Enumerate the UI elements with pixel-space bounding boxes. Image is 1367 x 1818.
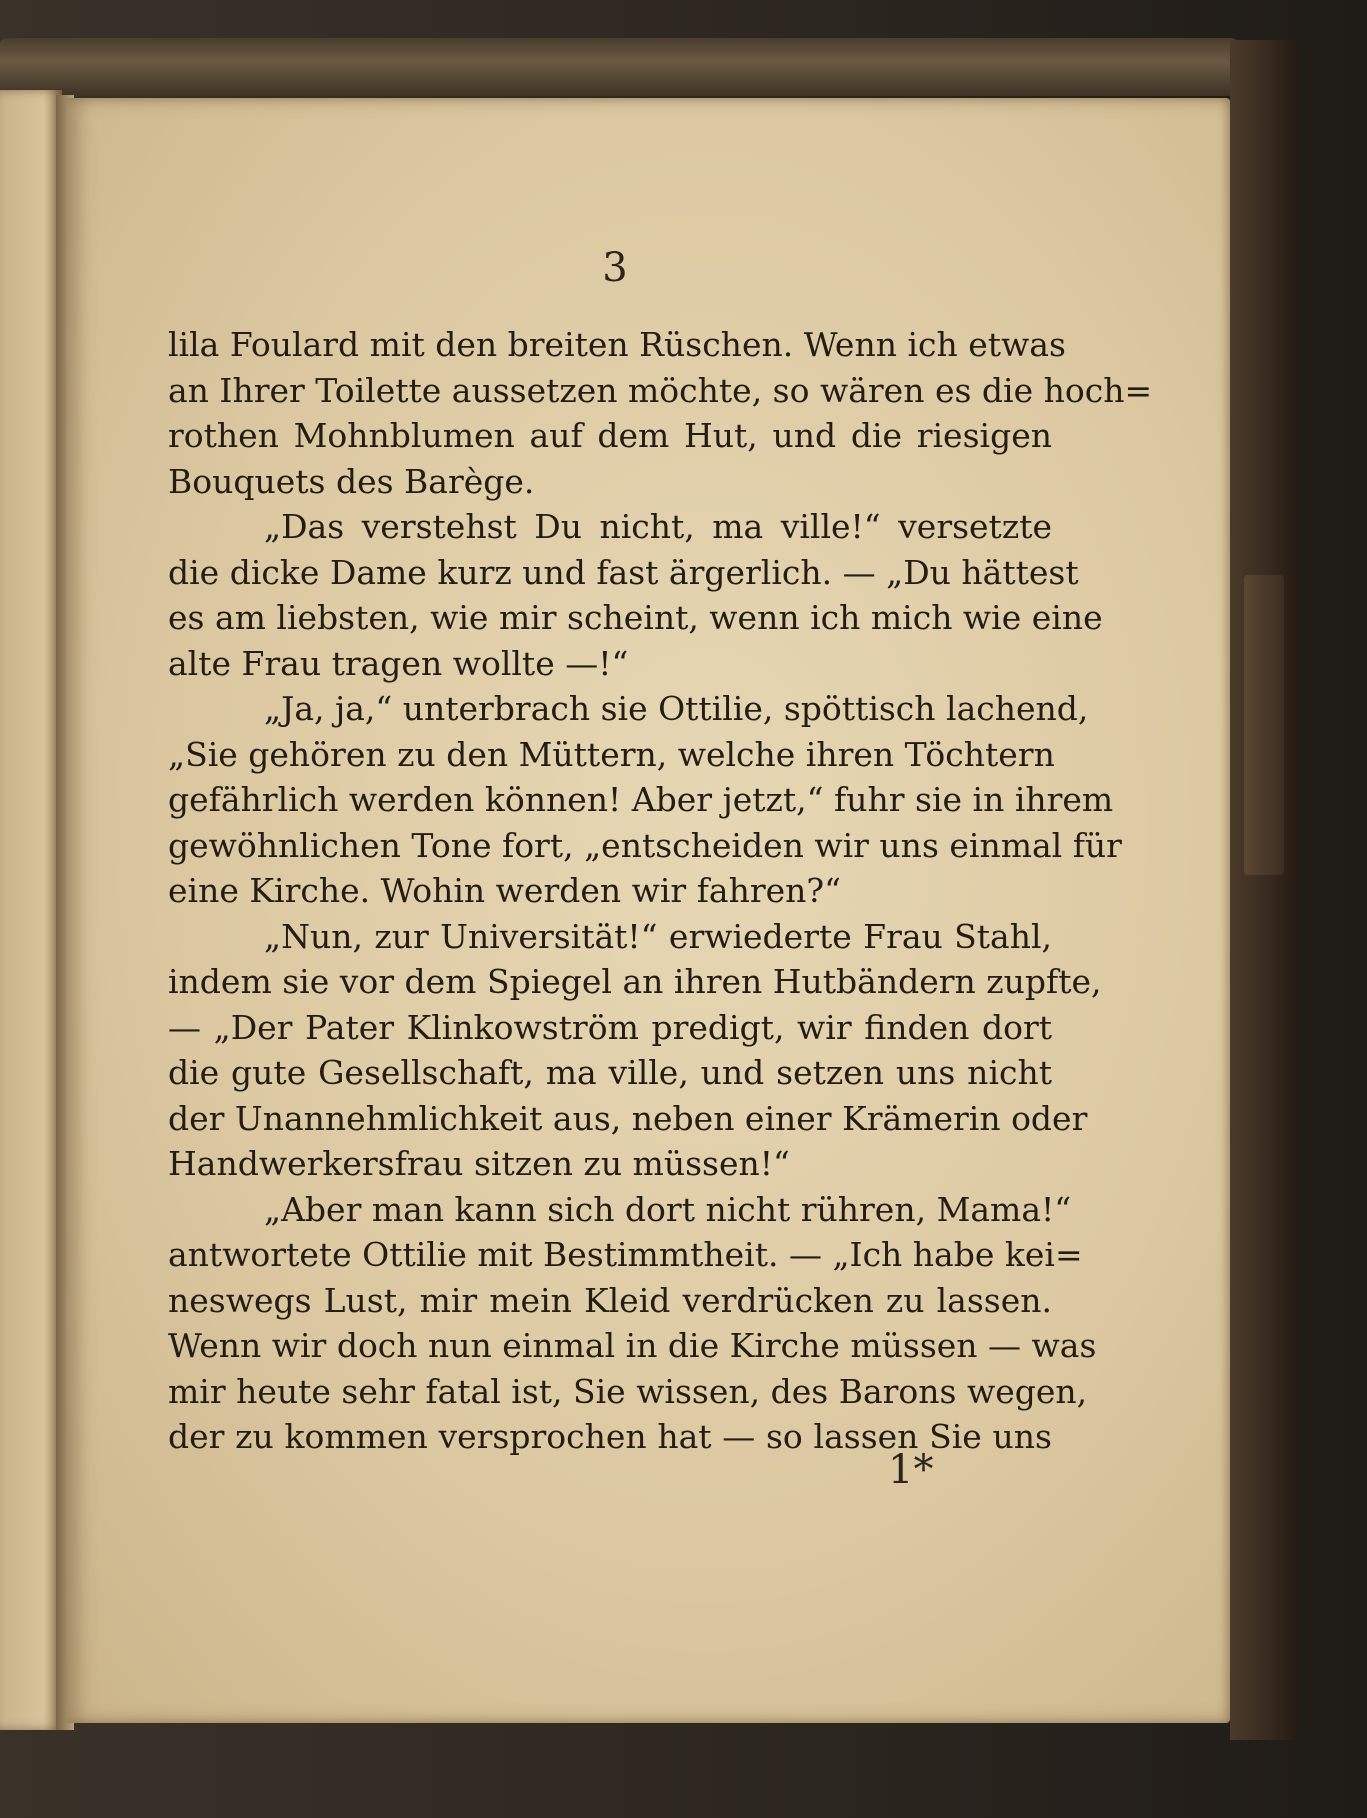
text-line: neswegs Lust, mir mein Kleid verdrücken zu lassen. <box>168 1280 1052 1320</box>
text-line: rothen Mohnblumen auf dem Hut, und die riesigen <box>168 416 1052 455</box>
body-text <box>168 322 1153 1460</box>
text-line: „Ja, ja,“ unterbrach sie Ottilie, spöttisch lachend, <box>264 689 1089 728</box>
text-line: der Unannehmlichkeit aus, neben einer Krämerin oder <box>168 1098 1088 1138</box>
book-top-edge <box>0 38 1240 96</box>
text-line: antwortete Ottilie mit Bestimmtheit. — „Ich habe kei= <box>168 1235 1083 1274</box>
text-line: „Aber man kann sich dort nicht rühren, Mama!“ <box>264 1189 1072 1229</box>
text-line: gefährlich werden können! Aber jetzt,“ fuhr sie in ihrem <box>168 780 1114 819</box>
text-line: der zu kommen versprochen hat — so lassen Sie uns <box>168 1417 1052 1456</box>
text-line: Bouquets des Barège. <box>168 461 535 501</box>
text-line: Wenn wir doch nun einmal in die Kirche müssen — was <box>168 1326 1097 1365</box>
page-number: 3 <box>602 245 628 291</box>
left-page-edge <box>0 90 62 1730</box>
text-line: indem sie vor dem Spiegel an ihren Hutbändern zupfte, <box>168 962 1102 1001</box>
text-line: mir heute sehr fatal ist, Sie wissen, des Barons wegen, <box>168 1371 1088 1411</box>
text-line: an Ihrer Toilette aussetzen möchte, so wären es die hoch= <box>168 370 1153 410</box>
text-line: — „Der Pater Klinkowström predigt, wir finden dort <box>168 1007 1052 1047</box>
text-line: Handwerkersfrau sitzen zu müssen!“ <box>168 1144 790 1183</box>
book-cover-edge <box>1230 40 1298 1740</box>
text-line: lila Foulard mit den breiten Rüschen. Wenn ich etwas <box>168 325 1066 364</box>
text-line: „Nun, zur Universität!“ erwiederte Frau Stahl, <box>264 916 1052 956</box>
text-line: alte Frau tragen wollte —!“ <box>168 643 629 683</box>
text-line: gewöhnlichen Tone fort, „entscheiden wir uns einmal für <box>168 825 1122 865</box>
text-line: „Sie gehören zu den Müttern, welche ihren Töchtern <box>168 734 1055 774</box>
text-line: es am liebsten, wie mir scheint, wenn ich mich wie eine <box>168 598 1103 637</box>
text-line: die dicke Dame kurz und fast ärgerlich. — „Du hättest <box>168 552 1079 592</box>
text-line: eine Kirche. Wohin werden wir fahren?“ <box>168 871 841 910</box>
text-line: die gute Gesellschaft, ma ville, und setzen uns nicht <box>168 1053 1052 1092</box>
text-line: „Das verstehst Du nicht, ma ville!“ versetzte <box>264 507 1052 546</box>
bookmark-tab <box>1244 575 1284 875</box>
signature-mark: 1* <box>888 1447 934 1493</box>
